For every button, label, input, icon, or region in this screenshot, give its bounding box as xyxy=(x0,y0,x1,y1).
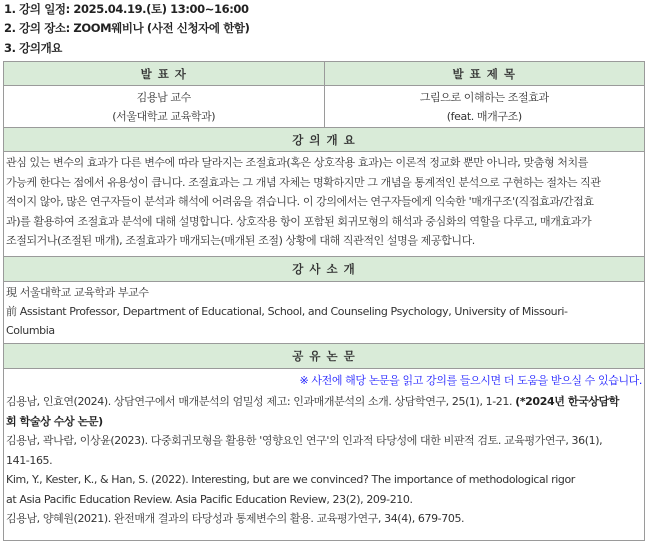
overview-text xyxy=(6,153,642,251)
talk-subtitle: (feat. 매개구조) xyxy=(446,109,522,123)
presenter-cell xyxy=(4,85,324,128)
overview-line: 가능케 한다는 점에서 유용성이 큽니다. 조절효과는 그 개념 자체는 명확하지만 그 개념을 통계적인 분석으로 구현하는 절차는 직관 xyxy=(6,175,601,189)
overview-line: 과)를 활용하여 조절효과 분석에 대해 설명합니다. 상호작용 항이 포함된 회귀모형의 해석과 중심화의 역할을 다루고, 매개효과가 xyxy=(6,214,592,228)
instructor-former-cont: Columbia xyxy=(6,324,55,337)
paper-item: 김용남, 인효연(2024). 상담연구에서 매개분석의 엄밀성 제고: 인과매개분석의 소개. 상담학연구, 25(1), 1-21. (*2024년 한국상담학 xyxy=(6,395,619,408)
talk-title: 그림으로 이해하는 조절효과 xyxy=(419,90,549,104)
overview-band: 강 의 개 요 xyxy=(4,127,644,152)
overview-line: 적이지 않아, 많은 연구자들이 분석과 해석에 어려움을 겪습니다. 이 강의에서는 연구자들에게 익숙한 '매개구조'(직접효과/간접효 xyxy=(6,195,594,208)
instructor-text xyxy=(6,283,642,340)
presenter-column-header: 발 표 자 xyxy=(140,66,187,81)
papers-band: 공 유 논 문 xyxy=(4,343,644,369)
presenter-row xyxy=(3,85,645,128)
paper-item: Kim, Y., Kester, K., & Han, S. (2022). Interesting, but are we convinced? The importance of methodological rigor xyxy=(6,473,575,486)
overview-heading: 3. 강의개요 xyxy=(4,41,63,55)
overview-line: 조절되거나(조절된 매개), 조절효과가 매개되는(매개된 조절) 상황에 대해 직관적인 설명을 제공합니다. xyxy=(6,234,475,247)
title-column-header: 발 표 제 목 xyxy=(324,62,645,85)
paper-award-note: 회 학술상 수상 논문) xyxy=(6,414,103,428)
venue-heading: 2. 강의 장소: ZOOM웨비나 (사전 신청자에 한함) xyxy=(4,21,250,35)
presenter-affiliation: (서울대학교 교육학과) xyxy=(112,109,216,123)
paper-item-cont: at Asia Pacific Education Review. Asia Pacific Education Review, 23(2), 209-210. xyxy=(6,492,413,506)
instructor-band: 강 사 소 개 xyxy=(4,256,644,282)
paper-item-cont: 141-165. xyxy=(6,453,53,467)
overview-line: 관심 있는 변수의 효과가 다른 변수에 따라 달라지는 조절효과(혹은 상호작용 효과)는 이론적 정교화 뿐만 아니라, 맞춤형 처치를 xyxy=(6,156,588,169)
schedule-heading: 1. 강의 일정: 2025.04.19.(토) 13:00~16:00 xyxy=(4,2,249,16)
presenter-header-row xyxy=(3,61,645,86)
instructor-current: 現 서울대학교 교육학과 부교수 xyxy=(6,286,149,299)
papers-note: ※ 사전에 해당 논문을 읽고 강의를 들으시면 더 도움을 받으실 수 있습니다. xyxy=(299,374,642,387)
instructor-former: 前 Assistant Professor, Department of Educational, School, and Counseling Psychology, University of Missouri- xyxy=(6,305,568,318)
paper-item: 김용남, 양혜원(2021). 완전매개 결과의 타당성과 통제변수의 활용. 교육평가연구, 34(4), 679-705. xyxy=(6,512,465,525)
paper-item: 김용남, 곽나람, 이상윤(2023). 다중회귀모형을 활용한 '영향요인 연구'의 인과적 타당성에 대한 비판적 검토. 교육평가연구, 36(1), xyxy=(6,434,603,447)
presenter-name: 김용남 교수 xyxy=(136,90,191,104)
talk-title-cell xyxy=(324,85,645,128)
papers-list xyxy=(6,392,642,529)
